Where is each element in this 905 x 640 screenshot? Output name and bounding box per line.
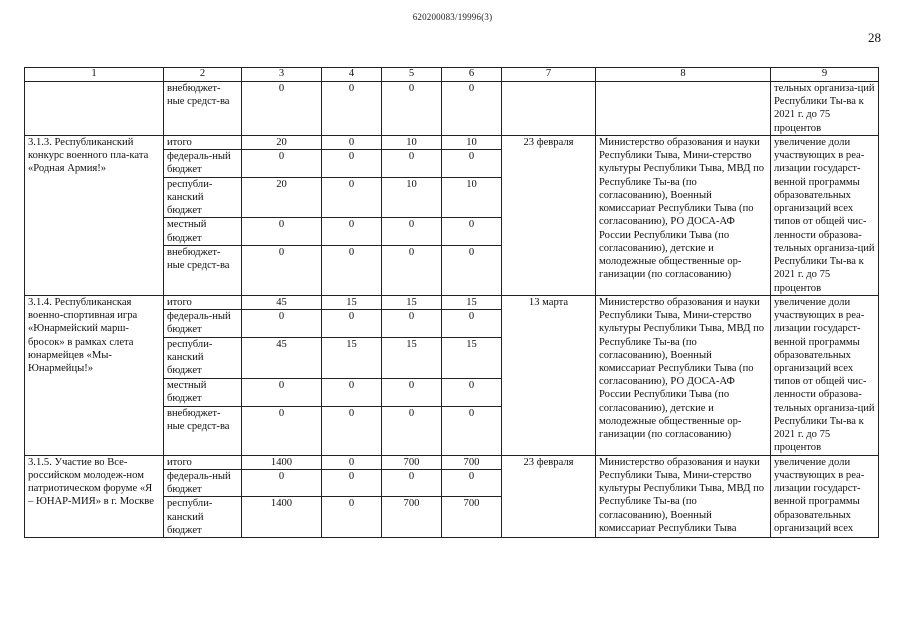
value-cell: 0 (442, 150, 502, 177)
col-header: 6 (442, 68, 502, 82)
source-label: федераль-ный бюджет (164, 469, 242, 496)
col-header: 9 (771, 68, 879, 82)
value-cell: 15 (322, 295, 382, 309)
indicator-cell: увеличение доли участвующих в реа-лизации государст-венной программы образовательных организаций всех типов от общей чис-ленности образова-тельных организа-ций Республики Ты-ва к 2021 г. до 75 процентов (771, 135, 879, 295)
source-label: внебюджет-ные средст-ва (164, 82, 242, 136)
value-cell: 0 (382, 469, 442, 496)
value-cell: 0 (442, 310, 502, 338)
value-cell: 10 (442, 135, 502, 149)
value-cell: 0 (442, 245, 502, 295)
value-cell: 0 (322, 407, 382, 456)
table-row (25, 455, 879, 469)
value-cell: 0 (382, 379, 442, 407)
activity-title-cell: 3.1.3. Республиканский конкурс военного пла-ката «Родная Армия!» (25, 135, 164, 295)
continuation-row (25, 82, 879, 136)
source-label: республи-канский бюджет (164, 338, 242, 379)
source-label: местный бюджет (164, 379, 242, 407)
activity-title-cell: 3.1.5. Участие во Все-российском молодеж-ном патриотическом форуме «Я – ЮНАР-МИЯ» в г. Москве (25, 455, 164, 537)
value-cell: 0 (442, 407, 502, 456)
executor-cell: Министерство образования и науки Республики Тыва, Мини-стерство культуры Республики Тыва, МВД по Республике Ты-ва (по согласованию), Военный комиссариат Республики Тыва (по согласованию), РО ДОСА-АФ России Республики Тыва (по согласованию), детские и молодежные общественные ор-ганизации (по согласованию) (596, 295, 771, 455)
value-cell: 0 (242, 218, 322, 245)
value-cell: 0 (242, 379, 322, 407)
activity-title-cell: 3.1.4. Республиканская военно-спортивная игра «Юнармейский марш-бросок» в рамках слета юнармейцев «Мы-Юнармейцы!» (25, 295, 164, 455)
value-cell: 0 (442, 82, 502, 136)
value-cell: 0 (242, 407, 322, 456)
col-header: 1 (25, 68, 164, 82)
date-cell (502, 82, 596, 136)
col-header: 3 (242, 68, 322, 82)
source-label: итого (164, 135, 242, 149)
date-cell: 23 февраля (502, 455, 596, 537)
indicator-cell: увеличение доли участвующих в реа-лизации государст-венной программы образовательных организаций всех типов от общей чис-ленности образова-тельных организа-ций Республики Ты-ва к 2021 г. до 75 процентов (771, 295, 879, 455)
source-label: местный бюджет (164, 218, 242, 245)
executor-cell: Министерство образования и науки Республики Тыва, Мини-стерство культуры Республики Тыва, МВД по Республике Ты-ва (по согласованию), Военный комиссариат Республики Тыва (596, 455, 771, 537)
value-cell: 45 (242, 338, 322, 379)
source-label: итого (164, 295, 242, 309)
activity-title-cell (25, 82, 164, 136)
value-cell: 0 (382, 407, 442, 456)
value-cell: 10 (382, 177, 442, 218)
value-cell: 700 (382, 497, 442, 538)
value-cell: 0 (322, 218, 382, 245)
page-number: 28 (868, 30, 881, 45)
value-cell: 0 (382, 310, 442, 338)
value-cell: 15 (382, 295, 442, 309)
table-row (25, 295, 879, 309)
value-cell: 15 (442, 338, 502, 379)
source-label: республи-канский бюджет (164, 497, 242, 538)
value-cell: 15 (322, 338, 382, 379)
value-cell: 0 (322, 455, 382, 469)
value-cell: 700 (442, 497, 502, 538)
value-cell: 0 (322, 135, 382, 149)
value-cell: 20 (242, 135, 322, 149)
value-cell: 0 (242, 82, 322, 136)
value-cell: 10 (442, 177, 502, 218)
program-table (24, 67, 879, 538)
source-label: итого (164, 455, 242, 469)
column-header-row (25, 68, 879, 82)
col-header: 5 (382, 68, 442, 82)
value-cell: 0 (322, 379, 382, 407)
executor-cell (596, 82, 771, 136)
value-cell: 0 (242, 150, 322, 177)
value-cell: 0 (382, 82, 442, 136)
value-cell: 0 (382, 218, 442, 245)
table-row (25, 135, 879, 149)
value-cell: 0 (442, 218, 502, 245)
indicator-cell: тельных организа-ций Республики Ты-ва к 2021 г. до 75 процентов (771, 82, 879, 136)
indicator-cell: увеличение доли участвующих в реа-лизации государст-венной программы образовательных организаций всех (771, 455, 879, 537)
value-cell: 0 (322, 497, 382, 538)
executor-cell: Министерство образования и науки Республики Тыва, Мини-стерство культуры Республики Тыва, МВД по Республике Ты-ва (по согласованию), Военный комиссариат Республики Тыва (по согласованию), РО ДОСА-АФ России Республики Тыва (по согласованию), детские и молодежные общественные ор-ганизации (по согласованию) (596, 135, 771, 295)
value-cell: 15 (442, 295, 502, 309)
date-cell: 13 марта (502, 295, 596, 455)
col-header: 7 (502, 68, 596, 82)
source-label: внебюджет-ные средст-ва (164, 407, 242, 456)
value-cell: 0 (242, 310, 322, 338)
value-cell: 700 (442, 455, 502, 469)
value-cell: 0 (442, 469, 502, 496)
source-label: республи-канский бюджет (164, 177, 242, 218)
value-cell: 45 (242, 295, 322, 309)
value-cell: 1400 (242, 455, 322, 469)
source-label: федераль-ный бюджет (164, 310, 242, 338)
value-cell: 10 (382, 135, 442, 149)
col-header: 8 (596, 68, 771, 82)
source-label: внебюджет-ные средст-ва (164, 245, 242, 295)
value-cell: 0 (382, 245, 442, 295)
value-cell: 0 (382, 150, 442, 177)
value-cell: 0 (242, 469, 322, 496)
value-cell: 0 (322, 82, 382, 136)
value-cell: 0 (322, 245, 382, 295)
value-cell: 0 (322, 469, 382, 496)
date-cell: 23 февраля (502, 135, 596, 295)
value-cell: 15 (382, 338, 442, 379)
value-cell: 0 (442, 379, 502, 407)
value-cell: 0 (322, 310, 382, 338)
document-id: 620200083/19996(3) (412, 12, 493, 22)
value-cell: 20 (242, 177, 322, 218)
source-label: федераль-ный бюджет (164, 150, 242, 177)
value-cell: 700 (382, 455, 442, 469)
col-header: 2 (164, 68, 242, 82)
value-cell: 0 (322, 177, 382, 218)
value-cell: 1400 (242, 497, 322, 538)
value-cell: 0 (242, 245, 322, 295)
value-cell: 0 (322, 150, 382, 177)
col-header: 4 (322, 68, 382, 82)
